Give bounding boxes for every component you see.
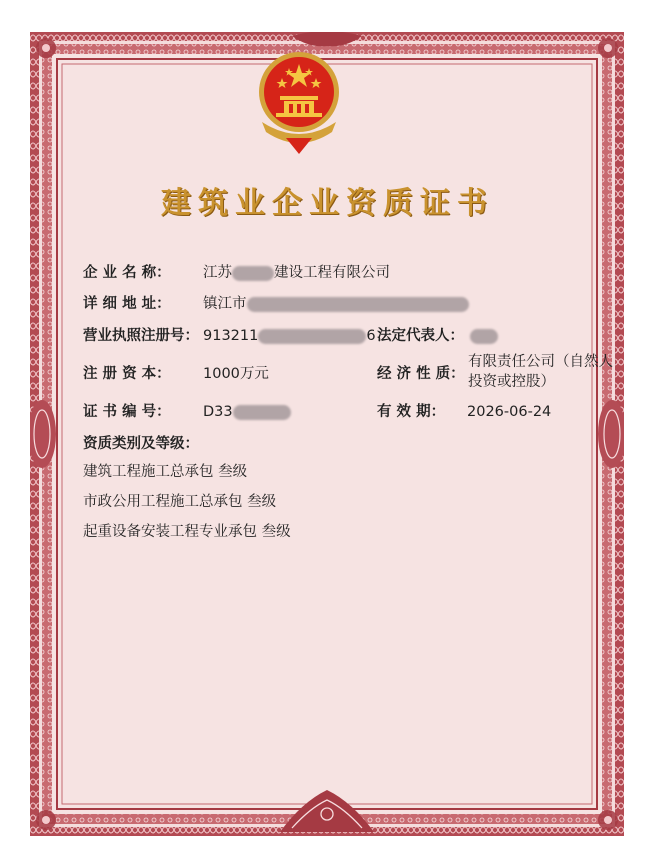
company-name-label: 企 业 名 称： bbox=[83, 265, 171, 281]
company-name-suffix: 建设工程有限公司 bbox=[274, 265, 390, 281]
nature-label: 经 济 性 质： bbox=[377, 366, 465, 382]
company-name-prefix: 江苏 bbox=[203, 265, 232, 281]
redaction-blur bbox=[258, 329, 366, 344]
redaction-blur bbox=[247, 297, 469, 312]
qualification-item: 起重设备安装工程专业承包 叁级 bbox=[83, 524, 291, 540]
certificate-title: 建筑业企业资质证书 bbox=[161, 186, 494, 221]
license-prefix: 913211 bbox=[203, 328, 259, 344]
company-name-row bbox=[83, 261, 390, 282]
address-label: 详 细 地 址： bbox=[83, 296, 171, 312]
validity-row bbox=[377, 400, 551, 421]
validity-value: 2026-06-24 bbox=[467, 404, 552, 420]
legal-rep-label: 法定代表人： bbox=[377, 328, 464, 344]
redaction-blur bbox=[233, 405, 291, 420]
nature-value bbox=[468, 352, 613, 392]
nature-row bbox=[377, 362, 467, 383]
certificate-number-prefix: D33 bbox=[203, 404, 233, 420]
qualifications-heading: 资质类别及等级： bbox=[83, 436, 199, 452]
license-label: 营业执照注册号： bbox=[83, 328, 199, 344]
certificate-number-row bbox=[83, 400, 291, 421]
redaction-blur bbox=[470, 329, 498, 344]
nature-value-line1: 有限责任公司（自然人 bbox=[468, 354, 613, 370]
address-row bbox=[83, 292, 469, 313]
license-suffix: 6 bbox=[366, 328, 376, 344]
redaction-blur bbox=[232, 266, 274, 281]
capital-row bbox=[83, 362, 269, 383]
validity-label: 有 效 期： bbox=[377, 404, 446, 420]
national-emblem-icon bbox=[256, 50, 342, 158]
legal-rep-row bbox=[377, 324, 498, 345]
qualification-item: 建筑工程施工总承包 叁级 bbox=[83, 464, 248, 480]
certificate-number-label: 证 书 编 号： bbox=[83, 404, 171, 420]
capital-label: 注 册 资 本： bbox=[83, 366, 171, 382]
capital-value: 1000万元 bbox=[203, 366, 269, 382]
nature-value-line2: 投资或控股） bbox=[468, 374, 555, 390]
address-prefix: 镇江市 bbox=[203, 296, 247, 312]
qualification-item: 市政公用工程施工总承包 叁级 bbox=[83, 494, 277, 510]
license-row bbox=[83, 324, 376, 345]
